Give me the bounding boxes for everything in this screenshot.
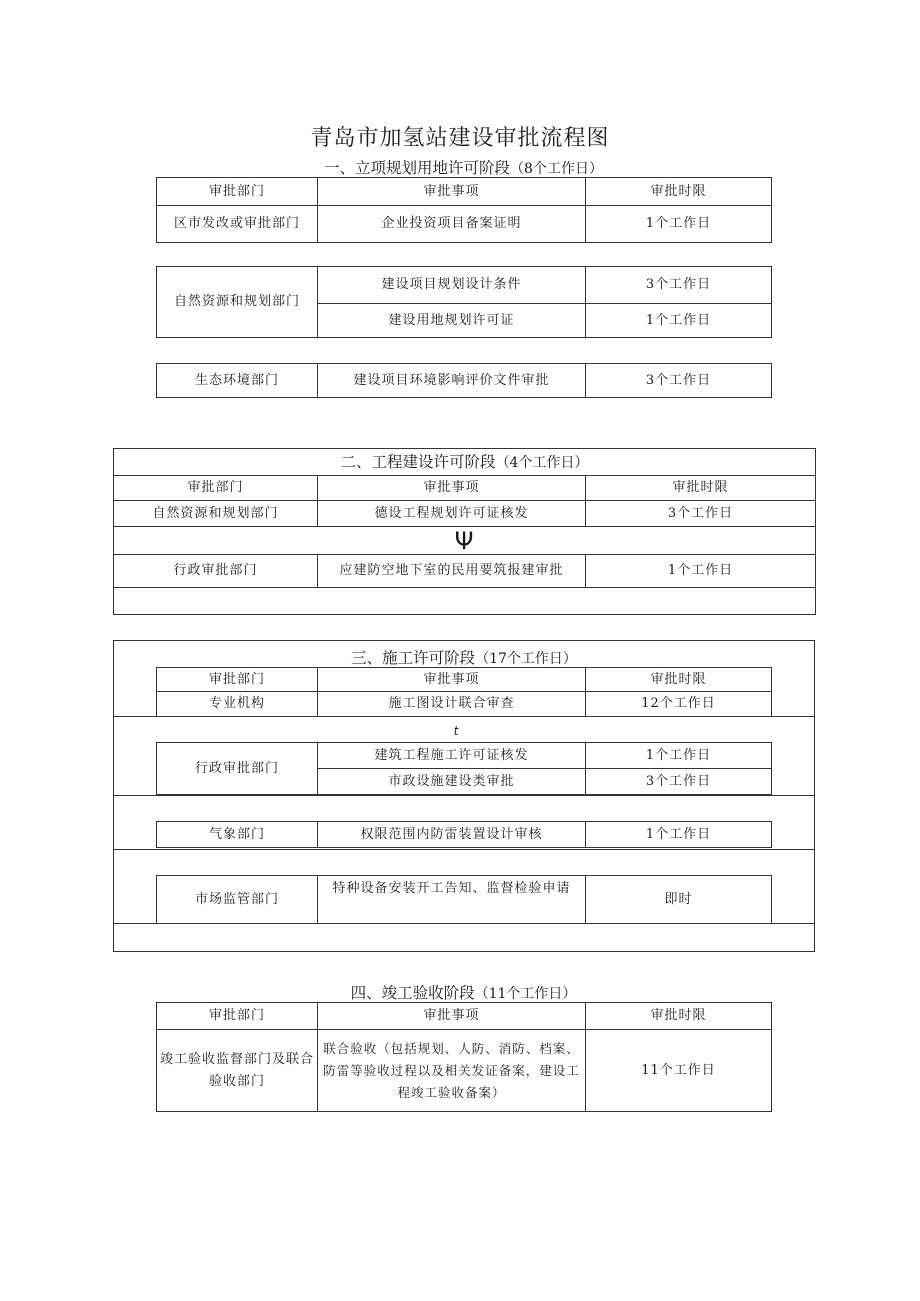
stage3-title-text: 三、施工许可阶段 (351, 649, 476, 667)
limit-cell: 3个工作日 (586, 267, 772, 304)
divider (113, 716, 156, 717)
stage1-table-3 (156, 363, 772, 398)
dept-cell: 生态环境部门 (157, 364, 318, 398)
stage1-table-1 (156, 177, 772, 243)
empty-row (114, 588, 816, 615)
dept-cell: 自然资源和规划部门 (114, 501, 318, 527)
stage2-duration: （4个工作日） (495, 454, 589, 471)
limit-cell: 1个工作日 (586, 555, 816, 588)
stage2-table (113, 448, 816, 615)
flow-marker-icon: t (453, 724, 459, 738)
divider (113, 795, 815, 796)
dept-cell: 行政审批部门 (114, 555, 318, 588)
header-limit: 审批时限 (586, 668, 772, 692)
header-item: 审批事项 (318, 1003, 586, 1030)
stage1-duration: （8个工作日） (510, 161, 603, 177)
header-dept: 审批部门 (157, 1003, 318, 1030)
stage1-title (156, 156, 771, 178)
dept-cell: 区市发改或审批部门 (157, 206, 318, 243)
limit-cell: 即时 (586, 876, 772, 924)
stage4-duration: （11个工作日） (474, 986, 577, 1002)
item-cell: 德设工程规划许可证核发 (318, 501, 586, 527)
dept-cell: 专业机构 (157, 692, 318, 717)
header-item: 审批事项 (318, 476, 586, 501)
header-limit: 审批时限 (586, 178, 772, 206)
item-cell: 权限范围内防雷装置设计审核 (318, 822, 586, 848)
item-cell: 应建防空地下室的民用要筑报建审批 (318, 555, 586, 588)
document-title: 青岛市加氢站建设审批流程图 (310, 126, 610, 151)
dept-cell: 竣工验收监督部门及联合验收部门 (157, 1030, 318, 1112)
stage3-table-1 (156, 667, 772, 717)
limit-cell: 3个工作日 (586, 364, 772, 398)
stage4-title (156, 981, 771, 1003)
stage4-title-text: 四、竣工验收阶段 (350, 984, 475, 1002)
header-dept: 审批部门 (114, 476, 318, 501)
stage3-table-4 (156, 875, 772, 924)
header-item: 审批事项 (318, 668, 586, 692)
stage1-title-text: 一、立项规划用地许可阶段 (324, 159, 511, 177)
divider (771, 716, 815, 717)
item-cell: 建设项目规划设计条件 (318, 267, 586, 304)
limit-cell: 1个工作日 (586, 206, 772, 243)
limit-cell: 1个工作日 (586, 822, 772, 848)
flow-arrow-icon: Ψ (114, 527, 816, 555)
header-dept: 审批部门 (157, 668, 318, 692)
stage3-table-2 (156, 742, 772, 795)
item-cell: 市政设施建设类审批 (318, 769, 586, 795)
stage1-table-2 (156, 266, 772, 338)
limit-cell: 1个工作日 (586, 304, 772, 338)
stage3-table-3 (156, 821, 772, 848)
header-item: 审批事项 (318, 178, 586, 206)
dept-cell: 市场监管部门 (157, 876, 318, 924)
stage3-duration: （17个工作日） (475, 651, 577, 667)
dept-cell: 气象部门 (157, 822, 318, 848)
stage4-table (156, 1002, 772, 1112)
item-cell: 企业投资项目备案证明 (318, 206, 586, 243)
item-cell: 联合验收（包括规划、人防、消防、档案、防雷等验收过程以及相关发证备案，建设工程竣工验收备案） (318, 1030, 586, 1112)
limit-cell: 3个工作日 (586, 769, 772, 795)
item-cell: 建筑工程施工许可证核发 (318, 743, 586, 769)
dept-cell: 行政审批部门 (157, 743, 318, 795)
divider (113, 849, 815, 850)
item-cell: 施工图设计联合审查 (318, 692, 586, 717)
limit-cell: 3个工作日 (586, 501, 816, 527)
limit-cell: 1个工作日 (586, 743, 772, 769)
item-cell: 特种设备安装开工告知、监督检验申请 (318, 876, 586, 924)
stage3-title (113, 646, 815, 668)
stage2-title (114, 449, 816, 476)
dept-cell: 自然资源和规划部门 (157, 267, 318, 338)
limit-cell: 11个工作日 (586, 1030, 772, 1112)
limit-cell: 12个工作日 (586, 692, 772, 717)
header-limit: 审批时限 (586, 476, 816, 501)
item-cell: 建设项目环境影响评价文件审批 (318, 364, 586, 398)
stage2-title-text: 二、工程建设许可阶段 (340, 452, 496, 471)
item-cell: 建设用地规划许可证 (318, 304, 586, 338)
header-limit: 审批时限 (586, 1003, 772, 1030)
header-dept: 审批部门 (157, 178, 318, 206)
